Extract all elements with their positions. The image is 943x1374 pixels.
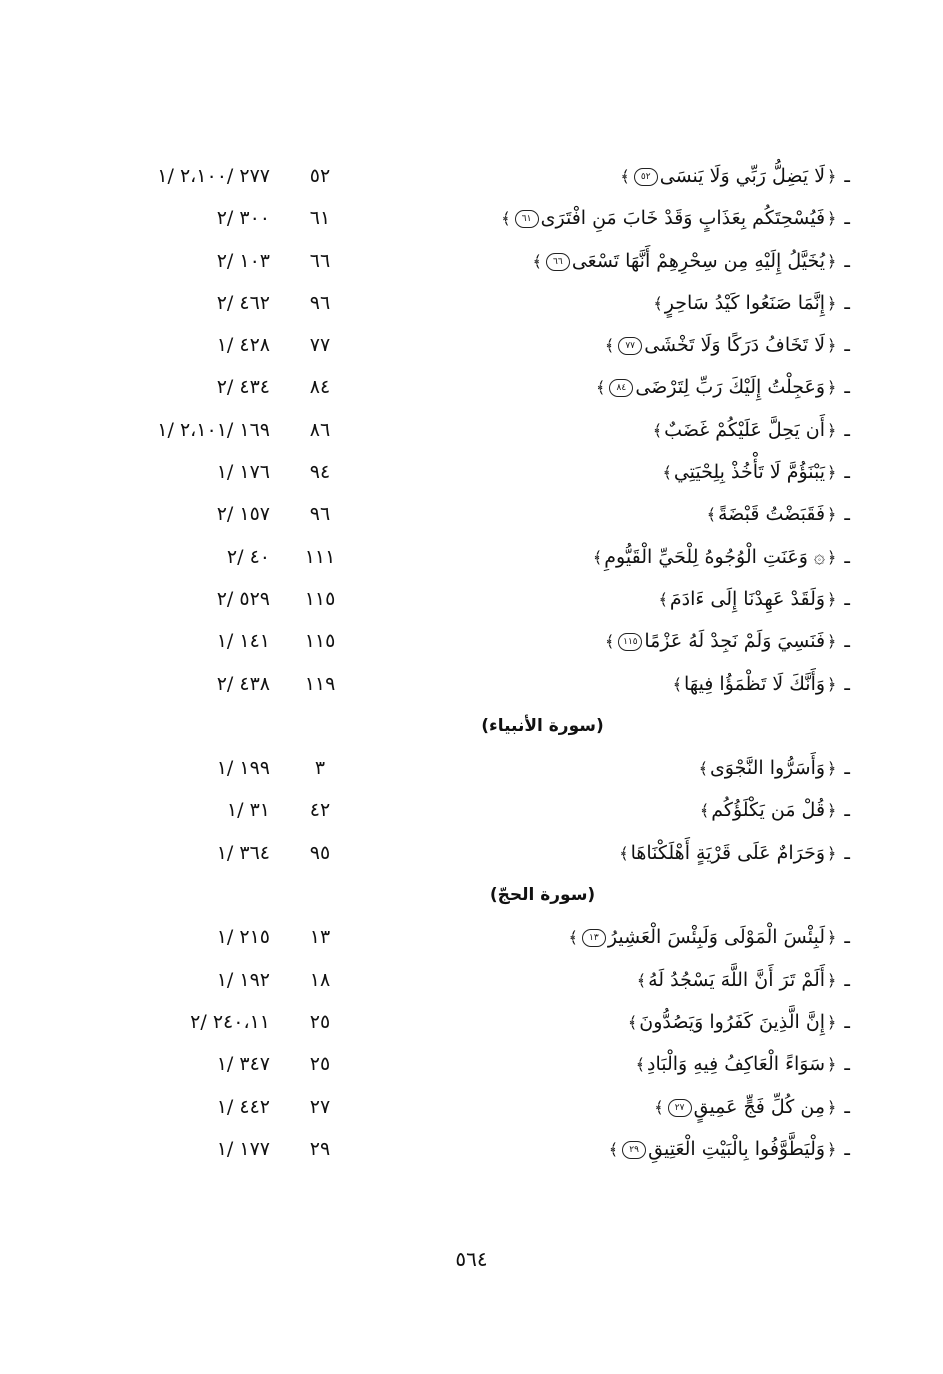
list-dash: ـ <box>844 799 850 822</box>
verse-number: ٢٥ <box>309 1053 331 1076</box>
ornate-close-bracket: ﴾ <box>608 1139 619 1159</box>
verse-row <box>120 409 850 451</box>
verse-row <box>120 747 850 789</box>
ornate-close-bracket: ﴾ <box>592 547 603 567</box>
ornate-close-bracket: ﴾ <box>636 970 647 990</box>
volume-page-reference: ٤٤٢ /١ <box>216 1095 270 1118</box>
verse-number: ٩٤ <box>309 461 331 484</box>
ayah-end-marker: ٥٢ <box>634 168 658 186</box>
verse-row <box>120 832 850 874</box>
verse-text: قُلْ مَن يَكْلَؤُكُم <box>711 799 826 822</box>
volume-page-reference: ٣٦٤ /١ <box>216 841 270 864</box>
ornate-close-bracket: ﴾ <box>604 336 615 356</box>
verse-number: ٦٦ <box>309 249 331 272</box>
list-dash: ـ <box>844 841 850 864</box>
verse-number: ١١١ <box>304 545 336 568</box>
verse-text-cell <box>617 832 850 874</box>
ornate-open-bracket: ﴿ <box>827 463 837 483</box>
verse-number: ٢٥ <box>309 1010 331 1033</box>
ornate-open-bracket: ﴿ <box>827 589 837 609</box>
verse-text-cell <box>499 197 850 239</box>
list-dash: ـ <box>844 461 850 484</box>
list-dash: ـ <box>844 757 850 780</box>
verse-number: ٨٦ <box>309 418 331 441</box>
ornate-open-bracket: ﴿ <box>827 167 837 186</box>
volume-page-reference: ٢١٥ /١ <box>216 926 270 949</box>
verse-text-cell <box>697 747 850 789</box>
list-dash: ـ <box>844 334 850 357</box>
list-dash: ـ <box>844 418 850 441</box>
verse-text-cell <box>594 366 850 408</box>
verse-row <box>120 1001 850 1043</box>
volume-page-reference: ٤٣٨ /٢ <box>216 672 270 695</box>
verse-text-cell <box>591 536 850 578</box>
verse-text-cell <box>651 409 850 451</box>
ornate-open-bracket: ﴿ <box>827 801 837 821</box>
list-dash: ـ <box>844 545 850 568</box>
verse-number: ١١٩ <box>304 672 336 695</box>
ornate-close-bracket: ﴾ <box>706 505 716 525</box>
volume-page-reference: ١٦٩ /٢،١٠١ /١ <box>157 418 270 441</box>
verse-row <box>120 1128 850 1170</box>
verse-number: ١١٥ <box>304 587 336 610</box>
surah-heading: (سورة الأنبياء) <box>481 715 604 736</box>
verse-text: فَيُسْحِتَكُم بِعَذَابٍ وَقَدْ خَابَ مَنِ افْتَرَى <box>540 207 826 230</box>
verse-text-cell <box>626 1001 850 1043</box>
volume-page-reference: ٤٠ /٢ <box>226 545 270 568</box>
ayah-end-marker: ٦١ <box>515 210 539 228</box>
list-dash: ـ <box>844 291 850 314</box>
ornate-close-bracket: ﴾ <box>605 632 615 652</box>
verse-row <box>120 1086 850 1128</box>
verse-number: ٥٢ <box>309 165 331 187</box>
ornate-close-bracket: ﴾ <box>652 420 663 440</box>
verse-number: ١١٥ <box>304 630 336 653</box>
verse-row <box>120 240 850 282</box>
verse-row <box>120 536 850 578</box>
ornate-close-bracket: ﴾ <box>532 251 542 271</box>
verse-number: ٢٧ <box>309 1095 331 1118</box>
ornate-open-bracket: ﴿ <box>827 674 837 694</box>
volume-page-reference: ٥٢٩ /٢ <box>216 587 270 610</box>
verse-text-cell <box>618 155 850 197</box>
surah-heading: (سورة الحجّ) <box>489 885 596 906</box>
ornate-open-bracket: ﴿ <box>827 1097 837 1117</box>
ornate-open-bracket: ﴿ <box>827 209 837 229</box>
verse-text: لَبِئْسَ الْمَوْلَى وَلَبِئْسَ الْعَشِيرُ <box>607 926 826 949</box>
verse-text: فَنَسِيَ وَلَمْ نَجِدْ لَهُ عَزْمًا <box>644 630 826 653</box>
verse-row <box>120 1043 850 1085</box>
list-dash: ـ <box>844 926 850 949</box>
list-dash: ـ <box>844 165 850 187</box>
verse-row <box>120 451 850 493</box>
verse-text-cell <box>657 578 850 620</box>
verse-number: ١٨ <box>309 968 331 991</box>
verse-number: ٩٦ <box>309 291 331 314</box>
volume-page-reference: ١٩٩ /١ <box>216 757 270 780</box>
verse-text: وَحَرَامٌ عَلَى قَرْيَةٍ أَهْلَكْنَاهَا <box>630 841 826 864</box>
volume-page-reference: ٣٤٧ /١ <box>216 1053 270 1076</box>
list-dash: ـ <box>844 249 850 272</box>
verse-text-cell <box>603 324 850 366</box>
list-dash: ـ <box>844 376 850 399</box>
ornate-close-bracket: ﴾ <box>699 801 710 821</box>
ornate-open-bracket: ﴿ <box>827 1055 837 1075</box>
verse-text: وَعَجِلْتُ إِلَيْكَ رَبِّ لِتَرْضَى <box>635 376 826 399</box>
ayah-end-marker: ٨٤ <box>609 379 633 397</box>
ornate-close-bracket: ﴾ <box>658 589 668 609</box>
verse-number: ١٣ <box>309 926 331 949</box>
verse-row <box>120 578 850 620</box>
ornate-open-bracket: ﴿ <box>827 420 837 440</box>
volume-page-reference: ٤٣٤ /٢ <box>216 376 270 399</box>
ayah-end-marker: ٢٩ <box>622 1141 646 1159</box>
verse-text: وَأَسَرُّوا النَّجْوَى <box>709 757 826 780</box>
verse-text-cell <box>671 663 850 705</box>
verse-text: لَا تَخَافُ دَرَكًا وَلَا تَخْشَى <box>644 334 826 357</box>
verse-text: إِنَّمَا صَنَعُوا كَيْدُ سَاحِرٍ <box>664 291 826 314</box>
verse-text-cell <box>530 240 850 282</box>
ornate-open-bracket: ﴿ <box>827 336 837 356</box>
list-dash: ـ <box>844 1053 850 1076</box>
ornate-close-bracket: ﴾ <box>501 209 511 229</box>
ornate-close-bracket: ﴾ <box>620 167 630 186</box>
list-dash: ـ <box>844 1010 850 1033</box>
ornate-open-bracket: ﴿ <box>827 1139 837 1159</box>
verse-row <box>120 324 850 366</box>
volume-page-reference: ٤٢٨ /١ <box>216 334 270 357</box>
verse-number: ٦١ <box>309 207 331 230</box>
verse-text-cell <box>651 282 850 324</box>
volume-page-reference: ٢٤٠،١١ /٢ <box>190 1010 270 1033</box>
ornate-open-bracket: ﴿ <box>827 632 837 652</box>
volume-page-reference: ١٧٧ /١ <box>216 1137 270 1160</box>
verse-row <box>120 282 850 324</box>
verse-text: إِنَّ الَّذِينَ كَفَرُوا وَيَصُدُّونَ <box>639 1010 826 1033</box>
verse-row <box>120 197 850 239</box>
ornate-close-bracket: ﴾ <box>698 759 708 779</box>
list-dash: ـ <box>844 587 850 610</box>
list-dash: ـ <box>844 1137 850 1160</box>
verse-text: يَبْنَؤُمَّ لَا تَأْخُذْ بِلِحْيَتِي <box>673 461 826 484</box>
verse-row <box>120 493 850 535</box>
ornate-open-bracket: ﴿ <box>827 928 837 948</box>
ornate-open-bracket: ﴿ <box>827 547 837 567</box>
ornate-close-bracket: ﴾ <box>627 1012 638 1032</box>
volume-page-reference: ٣١ /١ <box>226 799 270 822</box>
ornate-close-bracket: ﴾ <box>654 1097 664 1117</box>
verse-text: أَلَمْ تَرَ أَنَّ اللَّهَ يَسْجُدُ لَهُ <box>648 968 826 991</box>
ayah-end-marker: ٦٦ <box>546 253 570 271</box>
page-number: ٥٦٤ <box>455 1247 488 1271</box>
ornate-open-bracket: ﴿ <box>827 1012 837 1032</box>
verse-text-cell <box>698 789 850 831</box>
verse-text: وَلْيَطَّوَّفُوا بِالْبَيْتِ الْعَتِيقِ <box>648 1137 826 1160</box>
verse-text: لَا يَضِلُّ رَبِّي وَلَا يَنسَى <box>659 165 826 187</box>
volume-page-reference: ١٧٦ /١ <box>216 461 270 484</box>
ornate-close-bracket: ﴾ <box>595 378 606 398</box>
list-dash: ـ <box>844 207 850 230</box>
volume-page-reference: ١٩٢ /١ <box>216 968 270 991</box>
list-dash: ـ <box>844 503 850 526</box>
verse-row <box>120 663 850 705</box>
volume-page-reference: ١٥٧ /٢ <box>216 503 270 526</box>
verse-text: مِن كُلِّ فَجٍّ عَمِيقٍ <box>693 1095 826 1118</box>
ornate-open-bracket: ﴿ <box>827 293 837 313</box>
verse-row <box>120 155 850 197</box>
ornate-open-bracket: ﴿ <box>827 378 837 398</box>
verse-number: ٢٩ <box>309 1137 331 1160</box>
verse-text: فَقَبَضْتُ قَبْضَةً <box>717 503 826 526</box>
verse-text-cell <box>634 1043 850 1085</box>
verse-number: ٣ <box>314 757 326 780</box>
verse-text-cell <box>607 1128 850 1170</box>
volume-page-reference: ١٠٣ /٢ <box>216 249 270 272</box>
list-dash: ـ <box>844 968 850 991</box>
volume-page-reference: ٢٧٧ /٢،١٠٠ /١ <box>157 165 270 187</box>
verse-text-cell <box>660 451 850 493</box>
ayah-end-marker: ١١٥ <box>618 633 642 651</box>
ayah-end-marker: ٧٧ <box>618 337 642 355</box>
verse-text: ۞ وَعَنَتِ الْوُجُوهُ لِلْحَيِّ الْقَيُّومِ <box>604 545 826 568</box>
verse-text: وَلَقَدْ عَهِدْنَا إِلَى ءَادَمَ <box>669 587 826 610</box>
ornate-open-bracket: ﴿ <box>827 970 837 990</box>
verse-text: وَأَنَّكَ لَا تَظْمَؤُا فِيهَا <box>684 672 826 695</box>
verse-text-cell <box>567 916 850 958</box>
ornate-close-bracket: ﴾ <box>662 463 672 483</box>
verse-row <box>120 916 850 958</box>
verse-row <box>120 620 850 662</box>
ornate-close-bracket: ﴾ <box>672 674 683 694</box>
ornate-close-bracket: ﴾ <box>635 1055 645 1075</box>
verse-row <box>120 789 850 831</box>
ornate-open-bracket: ﴿ <box>827 505 837 525</box>
verse-text-cell <box>652 1086 850 1128</box>
ayah-end-marker: ٢٧ <box>668 1099 692 1117</box>
volume-page-reference: ٤٦٢ /٢ <box>216 291 270 314</box>
ornate-open-bracket: ﴿ <box>827 759 837 779</box>
list-dash: ـ <box>844 1095 850 1118</box>
list-dash: ـ <box>844 630 850 653</box>
verse-text: أَن يَحِلَّ عَلَيْكُمْ غَضَبٌ <box>664 418 826 441</box>
verse-row <box>120 366 850 408</box>
ornate-close-bracket: ﴾ <box>568 928 578 948</box>
verse-text: سَوَاءً الْعَاكِفُ فِيهِ وَالْبَادِ <box>647 1053 826 1076</box>
ayah-end-marker: ١٣ <box>582 929 606 947</box>
ornate-close-bracket: ﴾ <box>653 293 663 313</box>
verse-number: ٤٢ <box>309 799 331 822</box>
verse-text-cell <box>705 493 850 535</box>
verse-number: ٨٤ <box>309 376 331 399</box>
verse-text-cell <box>603 620 850 662</box>
verse-row <box>120 959 850 1001</box>
verse-number: ٩٥ <box>309 841 331 864</box>
verse-index-table <box>120 155 850 1170</box>
verse-number: ٧٧ <box>309 334 331 357</box>
verse-text: يُخَيَّلُ إِلَيْهِ مِن سِحْرِهِمْ أَنَّهَا تَسْعَى <box>571 249 826 272</box>
verse-number: ٩٦ <box>309 503 331 526</box>
volume-page-reference: ١٤١ /١ <box>216 630 270 653</box>
ornate-close-bracket: ﴾ <box>619 843 629 863</box>
ornate-open-bracket: ﴿ <box>827 843 837 863</box>
list-dash: ـ <box>844 672 850 695</box>
ornate-open-bracket: ﴿ <box>827 251 837 271</box>
verse-text-cell <box>635 959 850 1001</box>
volume-page-reference: ٣٠٠ /٢ <box>216 207 270 230</box>
